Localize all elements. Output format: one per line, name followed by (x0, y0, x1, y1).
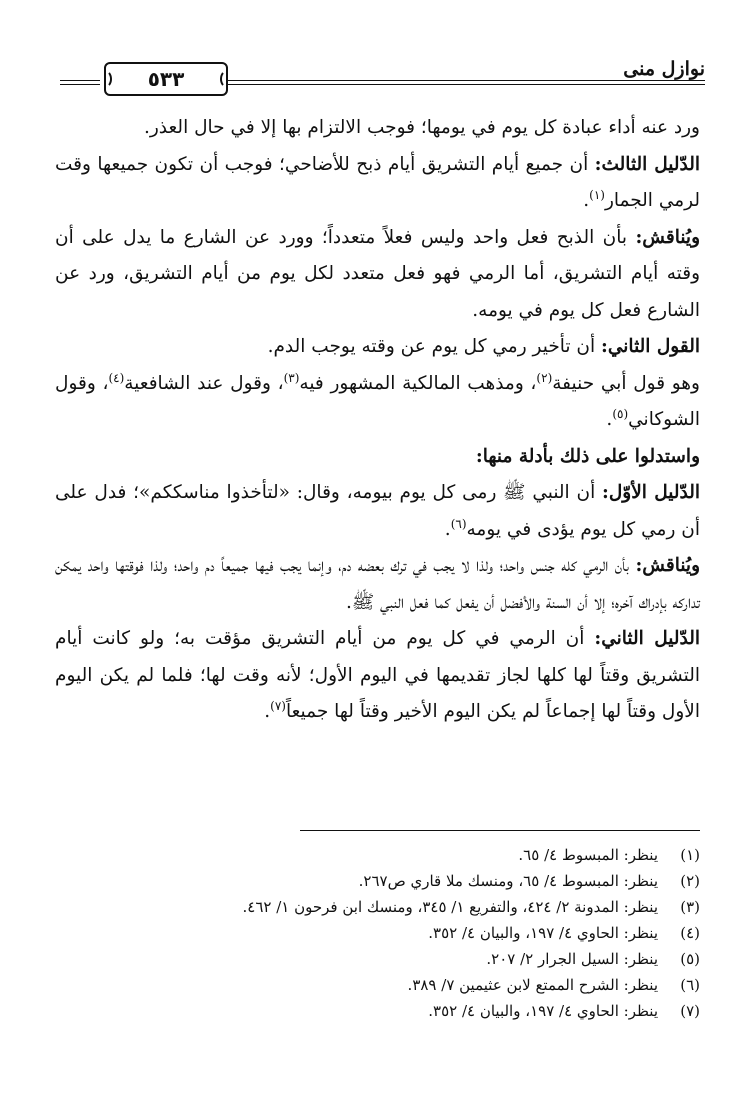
paragraph-lead: واستدلوا على ذلك بأدلة منها: (475, 445, 700, 467)
footnote (55, 842, 700, 868)
footnote-ref: (٧) (270, 698, 286, 713)
paragraph-tail: . (264, 701, 271, 722)
paragraph-text: ، وقول الشوكاني (55, 372, 700, 430)
footnote (55, 972, 700, 998)
paragraph (55, 110, 700, 147)
paragraph-text: ، ومذهب المالكية المشهور فيه (299, 372, 537, 394)
footnote-number: (٤) (680, 924, 700, 942)
paragraph-text: بأن الذبح فعل واحد وليس فعلاً متعدداً؛ وورد عن الشارع ما يدل على أن وقته أيام التشريق، أما الرمي فهو فعل متعدد لكل يوم من أيام التشريق، ورد عن الشارع فعل كل يوم في يومه. (55, 226, 700, 321)
footnote-ref: (٦) (450, 516, 467, 531)
paragraph (55, 621, 700, 731)
footnote-number: (٢) (680, 872, 700, 890)
running-title: نوازل منى (623, 58, 705, 80)
header-rule-left (60, 80, 100, 85)
footnote-ref: (٤) (108, 370, 125, 385)
footnote (55, 868, 700, 894)
paragraph-tail: . (583, 190, 590, 211)
footnote-ref: (٥) (612, 406, 629, 421)
paragraph-text: أن جميع أيام التشريق أيام ذبح للأضاحي؛ فوجب أن تكون جميعها وقت لرمي الجمار (55, 153, 700, 211)
footnote-text: ينظر: الحاوي ٤/ ١٩٧، والبيان ٤/ ٣٥٢. (428, 924, 658, 942)
paragraph (55, 439, 700, 476)
footnote-number: (١) (680, 846, 700, 864)
paragraph-lead: الدّليل الثاني: (594, 628, 700, 649)
footnote-ref: (٣) (283, 370, 300, 385)
footnote-text: ينظر: الشرح الممتع لابن عثيمين ٧/ ٣٨٩. (407, 976, 658, 994)
paragraph-text: بأن الرمي كله جنس واحد؛ ولذا لا يجب في ترك بعضه دم، وإنما يجب فيها جميعاً دم واحد؛ ولذا فوقتها واحد يمكن تداركه بإدراك آخره؛ إلا أن السنة والأفضل أن يفعل كما فعل النبي ﷺ. (55, 555, 700, 613)
footnote-text: ينظر: المبسوط ٤/ ٦٥. (518, 846, 658, 864)
paragraph (55, 366, 700, 439)
paragraph (55, 147, 700, 220)
footnotes (55, 842, 700, 1024)
footnote-ref: (٢) (536, 370, 553, 385)
page-header (60, 52, 705, 92)
footnote-text: ينظر: السيل الجرار ٢/ ٢٠٧. (486, 950, 658, 968)
footnote-number: (٧) (680, 1002, 700, 1020)
footnote-text: ينظر: المبسوط ٤/ ٦٥، ومنسك ملا قاري ص٢٦٧. (358, 872, 658, 890)
footnote-ref: (١) (589, 187, 605, 202)
footnote (55, 946, 700, 972)
paragraph-lead: ويُناقش: (635, 555, 700, 576)
footnote-number: (٥) (680, 950, 700, 968)
paragraph (55, 329, 700, 366)
footnote (55, 920, 700, 946)
paragraph-lead: القول الثاني: (601, 336, 700, 357)
footnote (55, 998, 700, 1024)
header-rule (227, 80, 705, 85)
paragraph-tail: . (444, 518, 451, 540)
footnote-number: (٣) (680, 898, 700, 916)
footnote-text: ينظر: الحاوي ٤/ ١٩٧، والبيان ٤/ ٣٥٢. (428, 1002, 658, 1020)
paragraph-text: أن النبي ﷺ رمى كل يوم بيومه، وقال: «لتأخذوا مناسككم»؛ فدل على أن رمي كل يوم يؤدى في يومه (55, 482, 700, 540)
footnote-separator (300, 830, 700, 831)
paragraph-lead: الدّليل الأوّل: (602, 482, 700, 503)
paragraph-text: وهو قول أبي حنيفة (552, 372, 700, 394)
paragraph-lead: ويُناقش: (635, 226, 700, 248)
paragraph (55, 475, 700, 548)
paragraph-text: أن الرمي في كل يوم من أيام التشريق مؤقت به؛ ولو كانت أيام التشريق وقتاً لها كلها لجاز تقديمها في اليوم الأول؛ لأنه وقت لها؛ فلما لم يكن اليوم الأول وقتاً لها إجماعاً لم يكن اليوم الأخير وقتاً لها جميعاً (55, 628, 700, 722)
main-text (55, 110, 700, 731)
paragraph (55, 548, 700, 621)
paragraph-text: ورد عنه أداء عبادة كل يوم في يومها؛ فوجب الالتزام بها إلا في حال العذر. (143, 117, 700, 138)
paragraph (55, 220, 700, 330)
paragraph-tail: . (606, 409, 613, 430)
footnote (55, 894, 700, 920)
paragraph-text: ، وقول عند الشافعية (124, 372, 284, 394)
paragraph-lead: الدّليل الثالث: (594, 153, 700, 175)
page-number: ٥٣٣ (104, 62, 228, 96)
footnote-number: (٦) (680, 976, 700, 994)
footnote-text: ينظر: المدونة ٢/ ٤٢٤، والتفريع ١/ ٣٤٥، ومنسك ابن فرحون ١/ ٤٦٢. (242, 898, 658, 916)
paragraph-text: أن تأخير رمي كل يوم عن وقته يوجب الدم. (267, 336, 602, 357)
